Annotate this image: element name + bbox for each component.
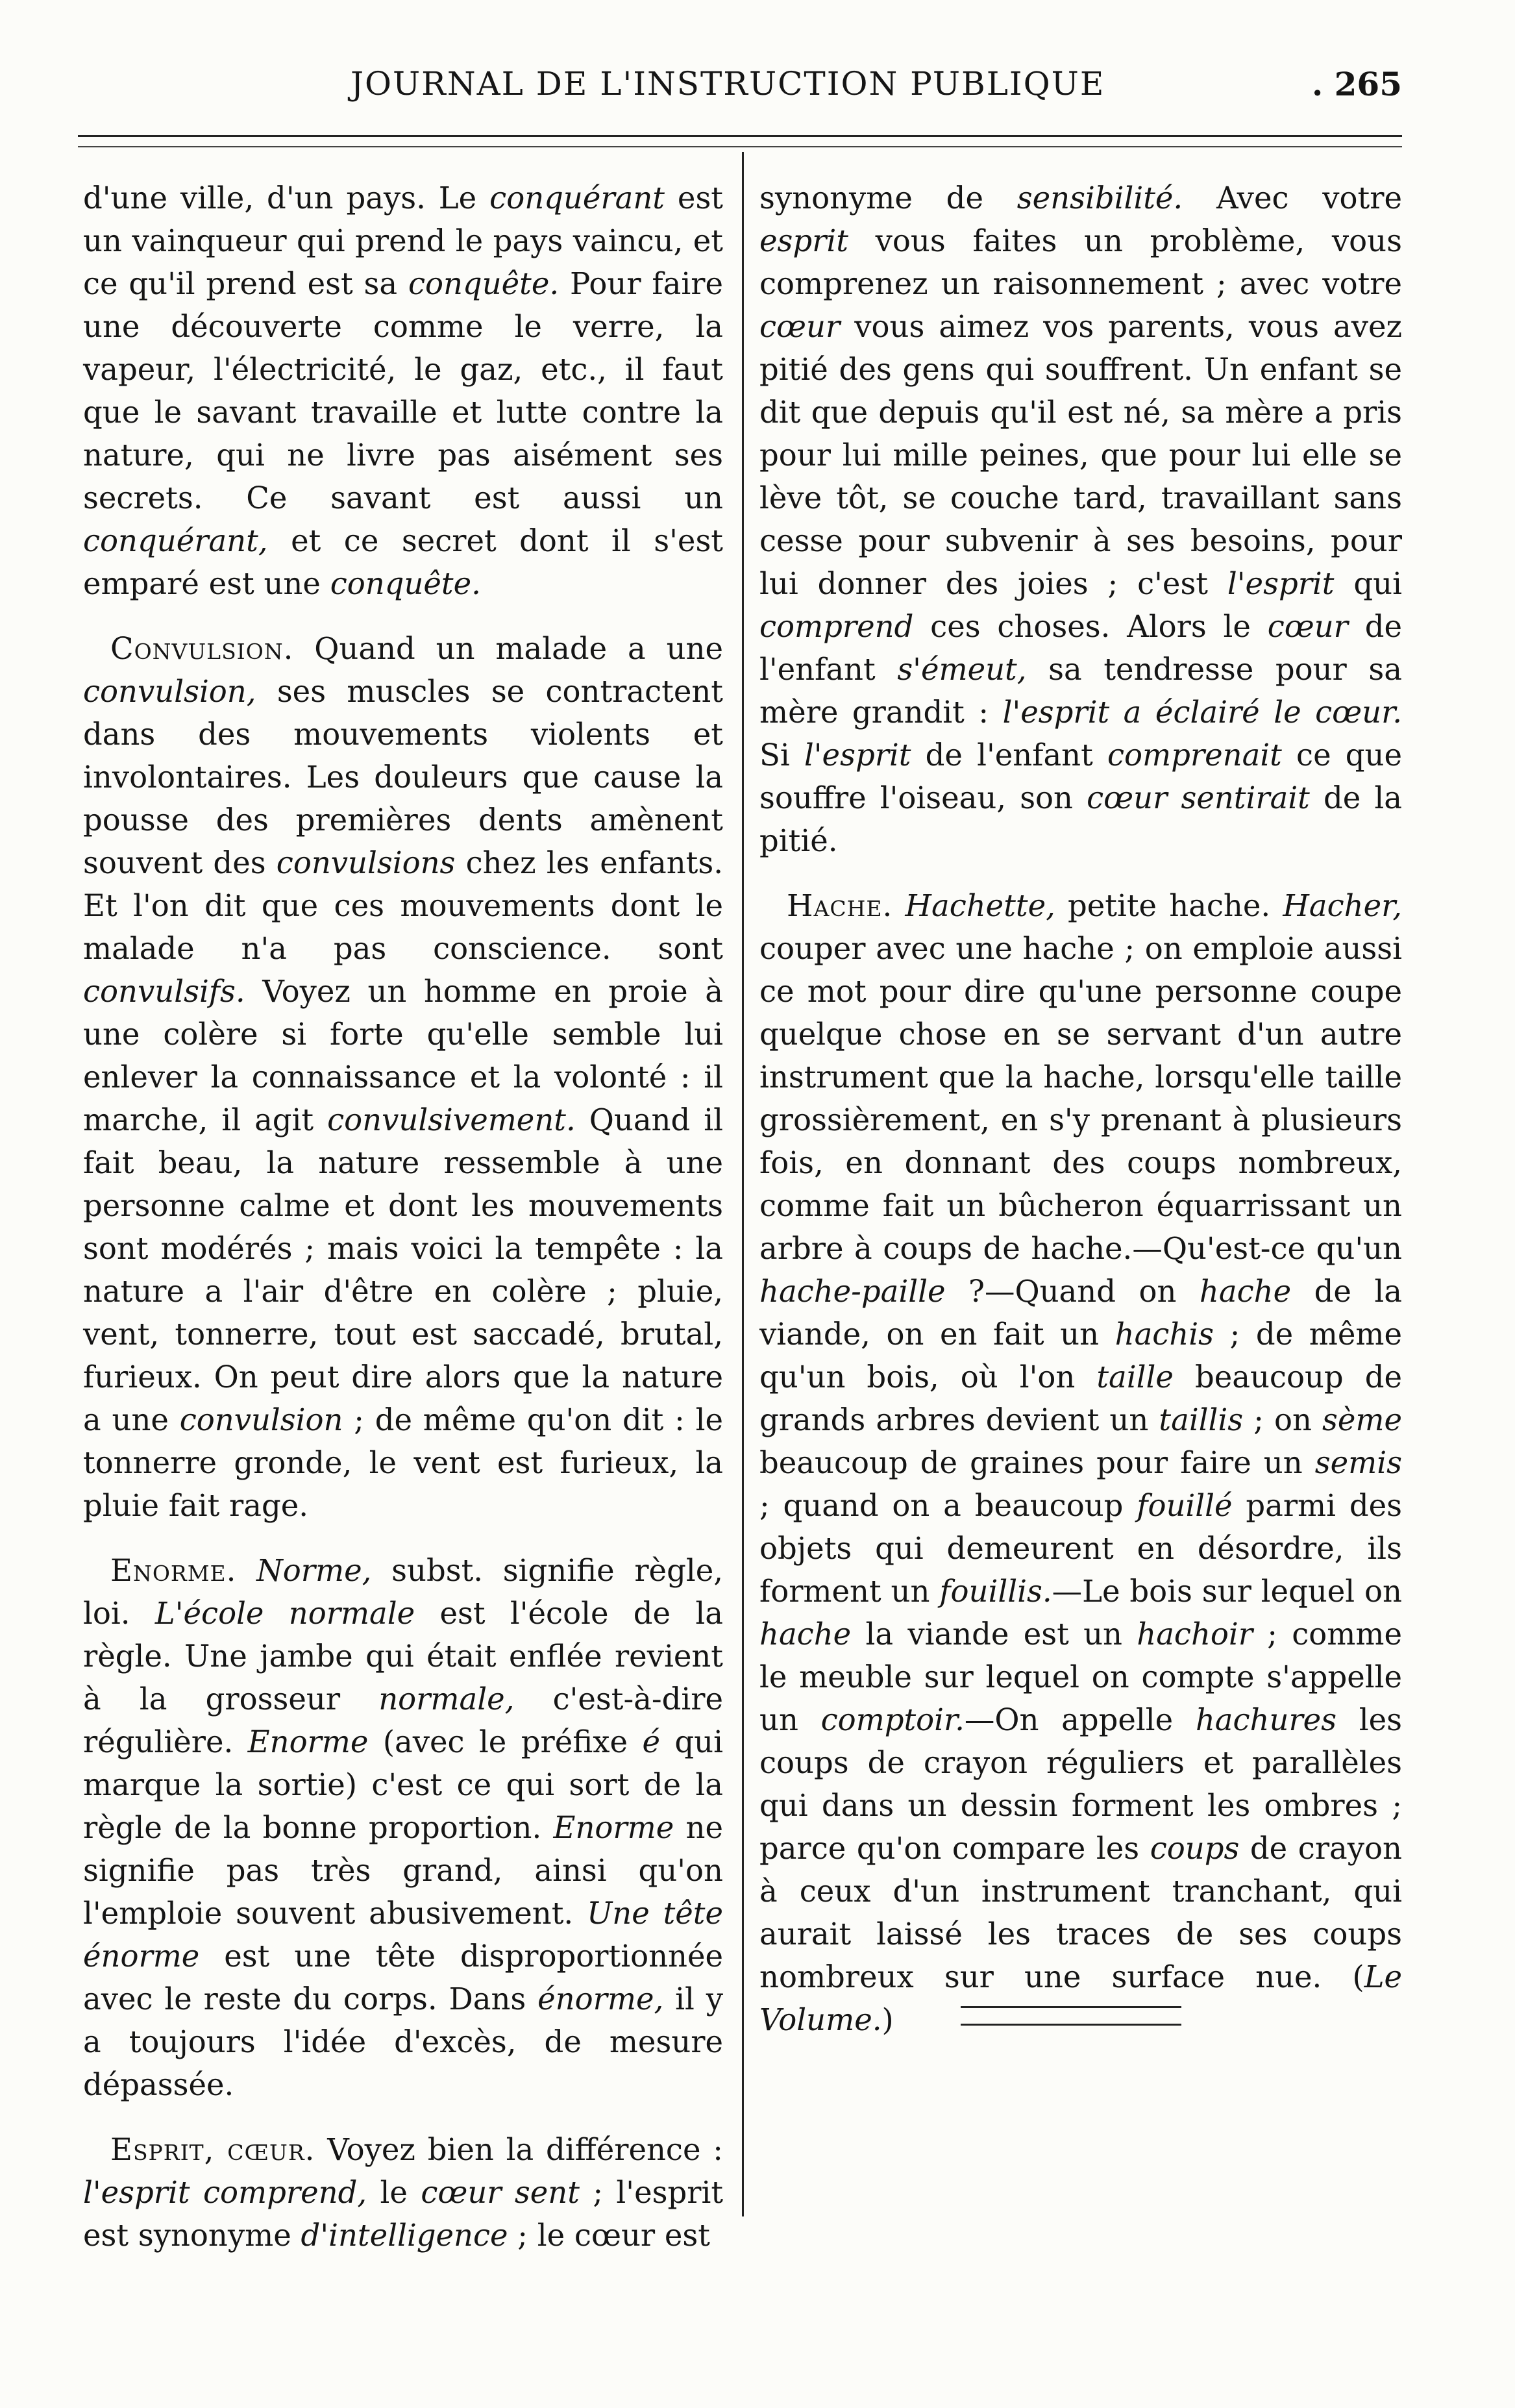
italic-term: cœur sentirait [1087, 780, 1310, 815]
italic-term: l'esprit comprend, [83, 2175, 367, 2210]
italic-term: énorme, [537, 1981, 664, 2017]
italic-term: l'esprit [804, 738, 911, 773]
italic-term: comprenait [1107, 738, 1282, 773]
italic-term: sème [1322, 1402, 1403, 1437]
italic-term: convulsivement. [327, 1102, 576, 1137]
italic-term: Hacher, [1283, 888, 1402, 923]
italic-term: conquérant, [83, 523, 268, 558]
italic-term: comptoir. [820, 1702, 965, 1737]
italic-term: hachoir [1137, 1617, 1253, 1652]
italic-term: cœur [759, 309, 841, 344]
paragraph-enorme: Enorme. Norme, subst. signifie règle, loi. L'école normale est l'école de la règle. Une jambe qui était enflée revient à la grosseur normale, c'est-à-dire régulière. Enorme (avec le préfixe é qui marque la sortie) c'est ce qui sort de la règle de la bonne proportion. Enorme ne signifie pas très grand, ainsi qu'on l'emploie souvent abusivement. Une tête énorme est une tête disproportionnée avec le reste du corps. Dans énorme, il y a toujours l'idée d'excès, de mesure dépassée. [83, 1553, 724, 2102]
italic-term: fouillis. [939, 1574, 1052, 1609]
italic-term: comprend [759, 609, 914, 644]
italic-term: l'esprit a éclairé le cœur. [1002, 695, 1402, 730]
italic-term: s'émeut, [897, 652, 1027, 687]
italic-term: L'école normale [154, 1596, 415, 1631]
italic-term: Une tête énorme [83, 1896, 723, 1974]
italic-term: Norme, [256, 1553, 372, 1588]
italic-term: d'intelligence [301, 2218, 508, 2253]
paragraph-hache: Hache. Hachette, petite hache. Hacher, couper avec une hache ; on emploie aussi ce mot pour dire qu'une personne coupe quelque chose en se servant d'un autre instrument que la hache, lorsqu'elle taille grossièrement, en s'y prenant à plusieurs fois, en donnant des coups nombreux, comme fait un bûcheron équarrissant un arbre à coups de hache.—Qu'est-ce qu'un hache-paille ?—Quand on hache de la viande, on en fait un hachis ; de même qu'un bois, où l'on taille beaucoup de grands arbres devient un taillis ; on sème beaucoup de graines pour faire un semis ; quand on a beaucoup fouillé parmi des objets qui demeurent en désordre, ils forment un fouillis.—Le bois sur lequel on hache la viande est un hachoir ; comme le meuble sur lequel on compte s'appelle un comptoir.—On appelle hachures les coups de crayon réguliers et parallèles qui dans un dessin forment les ombres ; parce qu'on compare les coups de crayon à ceux d'un instrument tranchant, qui aurait laissé les traces de ses coups nombreux sur une surface nue. (Le Volume.) [759, 888, 1403, 2037]
page-number: . 265 [1311, 65, 1402, 103]
paragraph-convulsion: Convulsion. Quand un malade a une convulsion, ses muscles se contractent dans des mouvements violents et involontaires. Les douleurs que cause la pousse des premières dents amènent souvent des convulsions chez les enfants. Et l'on dit que ces mouvements dont le malade n'a pas conscience. sont convulsifs. Voyez un homme en proie à une colère si forte qu'elle semble lui enlever la connaissance et la volonté : il marche, il agit convulsivement. Quand il fait beau, la nature ressemble à une personne calme et dont les mouvements sont modérés ; mais voici la tempête : la nature a l'air d'être en colère ; pluie, vent, tonnerre, tout est saccadé, brutal, furieux. On peut dire alors que la nature a une convulsion ; de même qu'on dit : le tonnerre gronde, le vent est furieux, la pluie fait rage. [83, 631, 723, 1523]
left-column [83, 177, 723, 2257]
italic-term: convulsifs. [83, 974, 245, 1009]
italic-term: Enorme [553, 1810, 674, 1845]
italic-term: taillis [1159, 1402, 1244, 1437]
entry-headword: Esprit, cœur. [110, 2132, 315, 2167]
italic-term: hachures [1195, 1702, 1337, 1737]
italic-term: normale, [378, 1682, 515, 1717]
paragraph-sensibilite: synonyme de sensibilité. Avec votre esprit vous faites un problème, vous comprenez un raisonnement ; avec votre cœur vous aimez vos parents, vous avez pitié des gens qui souffrent. Un enfant se dit que depuis qu'il est né, sa mère a pris pour lui mille peines, que pour lui elle se lève tôt, se couche tard, travaillant sans cesse pour subvenir à ses besoins, pour lui donner des joies ; c'est l'esprit qui comprend ces choses. Alors le cœur de l'enfant s'émeut, sa tendresse pour sa mère grandit : l'esprit a éclairé le cœur. Si l'esprit de l'enfant comprenait ce que souffre l'oiseau, son cœur sentirait de la pitié. [759, 180, 1402, 858]
running-title: JOURNAL DE L'INSTRUCTION PUBLIQUE [351, 65, 1105, 103]
italic-term: convulsions [276, 845, 456, 880]
closing-double-rule [961, 2006, 1181, 2026]
page-header [78, 65, 1402, 123]
italic-term: taille [1096, 1359, 1174, 1395]
column-divider [742, 152, 744, 2216]
header-double-rule [78, 135, 1402, 147]
italic-term: Hachette, [905, 888, 1055, 923]
paragraph-esprit-coeur: Esprit, cœur. Voyez bien la différence : l'esprit comprend, le cœur sent ; l'esprit est synonyme d'intelligence ; le cœur est [83, 2132, 724, 2253]
italic-term: convulsion [179, 1402, 343, 1437]
italic-term: Enorme [247, 1724, 369, 1759]
entry-headword: Convulsion. [110, 631, 294, 666]
italic-term: hache [759, 1617, 852, 1652]
italic-term: coups [1150, 1831, 1240, 1866]
right-column [759, 177, 1402, 2041]
italic-term: cœur [1267, 609, 1348, 644]
italic-term: sensibilité. [1016, 180, 1183, 216]
italic-term: l'esprit [1227, 566, 1335, 601]
italic-term: hache [1199, 1274, 1292, 1309]
italic-term: convulsion, [83, 674, 256, 709]
italic-term: fouillé [1137, 1488, 1233, 1523]
italic-term: semis [1314, 1445, 1402, 1480]
italic-term: esprit [759, 223, 848, 258]
italic-term: hachis [1115, 1317, 1214, 1352]
italic-term: conquérant [489, 180, 665, 216]
italic-term: é [642, 1724, 660, 1759]
italic-term: hache-paille [759, 1274, 946, 1309]
italic-term: conquête. [408, 266, 560, 301]
italic-term: cœur sent [421, 2175, 580, 2210]
paragraph-conquerant: d'une ville, d'un pays. Le conquérant est un vainqueur qui prend le pays vaincu, et ce qu'il prend est sa conquête. Pour faire une découverte comme le verre, la vapeur, l'électricité, le gaz, etc., il faut que le savant travaille et lutte contre la nature, qui ne livre pas aisément ses secrets. Ce savant est aussi un conquérant, et ce secret dont il s'est emparé est une conquête. [83, 180, 723, 601]
entry-headword: Hache. [787, 888, 893, 923]
entry-headword: Enorme. [110, 1553, 237, 1588]
italic-term: conquête. [330, 566, 481, 601]
italic-term: Le Volume. [759, 1959, 1402, 2037]
